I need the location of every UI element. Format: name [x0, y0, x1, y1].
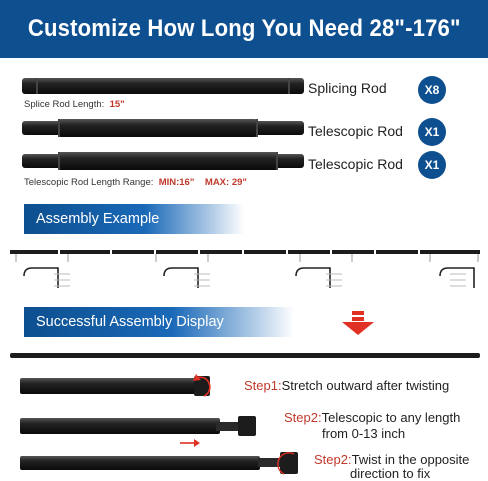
assembled-rod-image	[10, 352, 480, 360]
rod-count-badge: X1	[418, 151, 446, 179]
rod-label-telescopic-1: Telescopic Rod	[308, 123, 403, 139]
step3-label: Step2:	[314, 452, 352, 467]
assembly-display-banner	[24, 307, 294, 337]
rod-count-badge: X1	[418, 118, 446, 146]
splicing-rod-image	[22, 75, 304, 97]
right-arrow-icon	[180, 439, 200, 447]
telescopic-max-value: MAX: 29"	[204, 177, 247, 188]
step1-description: Stretch outward after twisting	[281, 378, 450, 393]
assembly-example-illustration	[10, 244, 480, 300]
telescopic-rod-image-2	[22, 150, 304, 172]
splice-length-label: Splice Rod Length:	[24, 99, 105, 110]
step1-label: Step1:	[244, 378, 282, 393]
assembly-display-title: Successful Assembly Display	[36, 314, 224, 330]
rod-label-telescopic-2: Telescopic Rod	[308, 156, 403, 172]
rod-count-badge: X8	[418, 76, 446, 104]
step3-text	[314, 452, 469, 467]
telescopic-range-spec	[24, 177, 247, 188]
step2-text	[284, 410, 460, 425]
telescopic-min-value: MIN:16"	[158, 177, 195, 188]
assembly-example-banner	[24, 204, 244, 234]
step2-subtext: from 0-13 inch	[322, 426, 406, 441]
step1-rod-image	[20, 372, 220, 400]
step3-description: Twist in the opposite	[351, 452, 470, 467]
step3-rod-image	[20, 450, 310, 478]
rod-label-splicing: Splicing Rod	[308, 80, 387, 96]
page-title: Customize How Long You Need 28"-176"	[27, 15, 461, 42]
header-banner	[0, 0, 488, 58]
down-arrow-icon	[340, 311, 376, 335]
step2-rod-image	[20, 414, 264, 448]
splice-length-value: 15"	[109, 99, 125, 110]
step1-text	[244, 378, 449, 393]
bracket-icon	[24, 268, 474, 288]
telescopic-range-label: Telescopic Rod Length Range:	[24, 177, 154, 188]
step2-description: Telescopic to any length	[321, 410, 461, 425]
step2-label: Step2:	[284, 410, 322, 425]
assembly-example-title: Assembly Example	[36, 211, 160, 227]
telescopic-rod-image-1	[22, 117, 304, 139]
step3-subtext: direction to fix	[350, 466, 431, 481]
splice-length-spec	[24, 99, 125, 110]
